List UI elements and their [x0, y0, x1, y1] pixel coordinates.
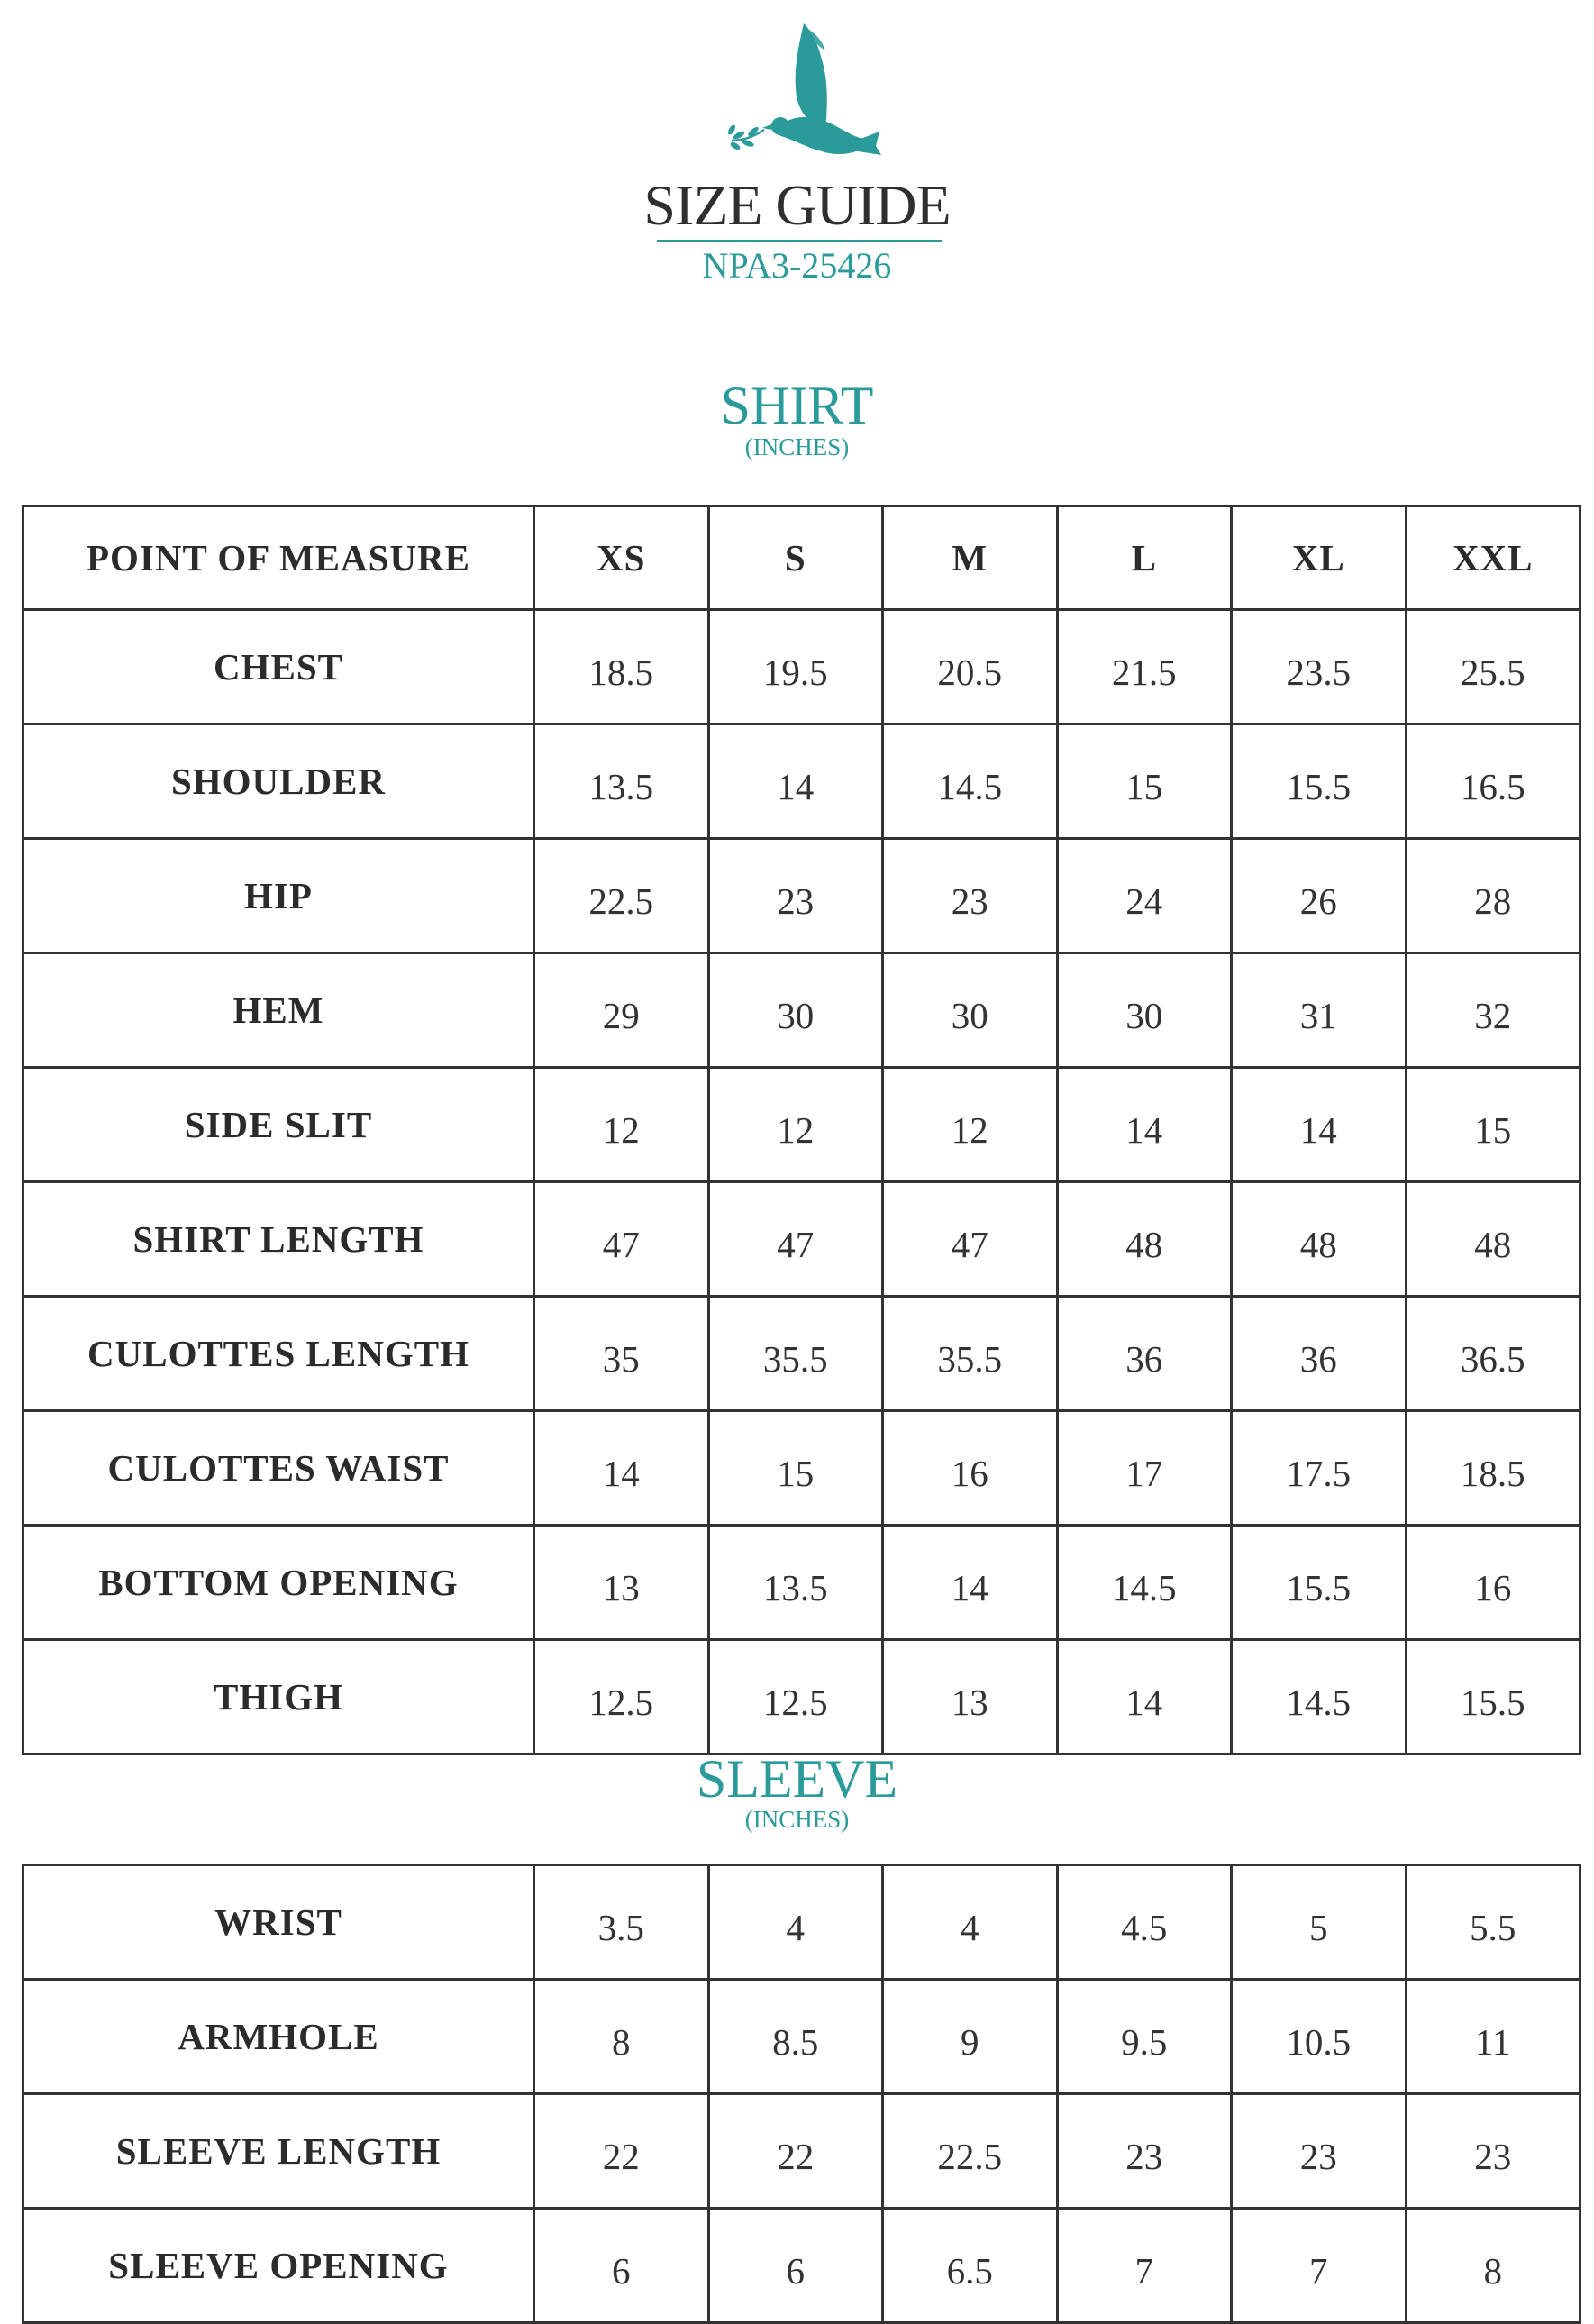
measure-value: 4.5 [1057, 1865, 1232, 1980]
table-row [23, 1068, 1580, 1182]
measure-value: 22 [708, 2094, 883, 2209]
measure-label: ARMHOLE [23, 1980, 534, 2094]
measure-value: 18.5 [534, 610, 709, 725]
sleeve-section-title: SLEEVE [696, 1749, 898, 1809]
measure-value: 31 [1232, 953, 1407, 1068]
measure-label: HEM [23, 953, 534, 1068]
measure-value: 14.5 [1232, 1640, 1407, 1754]
table-row [23, 725, 1580, 839]
measure-value: 47 [534, 1182, 709, 1297]
measure-value: 48 [1057, 1182, 1232, 1297]
measure-value: 23.5 [1232, 610, 1407, 725]
measure-value: 6.5 [883, 2209, 1058, 2323]
measure-label: CULOTTES WAIST [23, 1411, 534, 1526]
column-header: S [708, 506, 883, 610]
measure-value: 23 [883, 839, 1058, 953]
measure-value: 3.5 [534, 1865, 709, 1980]
measure-value: 16 [883, 1411, 1058, 1526]
dove-with-olive-branch-icon [721, 20, 883, 182]
measure-value: 14 [534, 1411, 709, 1526]
measure-value: 36 [1232, 1297, 1407, 1411]
measure-label: HIP [23, 839, 534, 953]
measure-value: 22 [534, 2094, 709, 2209]
measure-label: SLEEVE LENGTH [23, 2094, 534, 2209]
measure-value: 18.5 [1406, 1411, 1580, 1526]
measure-value: 12 [708, 1068, 883, 1182]
measure-label: SIDE SLIT [23, 1068, 534, 1182]
measure-value: 9 [883, 1980, 1058, 2094]
table-row [23, 2209, 1580, 2323]
measure-value: 13.5 [708, 1526, 883, 1640]
sleeve-size-table [22, 1864, 1581, 2324]
measure-value: 9.5 [1057, 1980, 1232, 2094]
table-row [23, 610, 1580, 725]
measure-value: 15 [708, 1411, 883, 1526]
table-row [23, 1297, 1580, 1411]
measure-value: 21.5 [1057, 610, 1232, 725]
table-row [23, 2094, 1580, 2209]
measure-label: CULOTTES LENGTH [23, 1297, 534, 1411]
table-row [23, 1640, 1580, 1754]
measure-value: 47 [708, 1182, 883, 1297]
measure-value: 22.5 [534, 839, 709, 953]
table-row [23, 953, 1580, 1068]
measure-value: 35.5 [883, 1297, 1058, 1411]
measure-value: 14 [1232, 1068, 1407, 1182]
measure-value: 35.5 [708, 1297, 883, 1411]
table-header-row [23, 506, 1580, 610]
measure-value: 6 [534, 2209, 709, 2323]
measure-value: 7 [1057, 2209, 1232, 2323]
measure-value: 25.5 [1406, 610, 1580, 725]
measure-value: 26 [1232, 839, 1407, 953]
column-header: XXL [1406, 506, 1580, 610]
measure-value: 20.5 [883, 610, 1058, 725]
product-code: NPA3-25426 [702, 245, 892, 286]
measure-value: 12 [534, 1068, 709, 1182]
page-title: SIZE GUIDE [643, 173, 951, 237]
measure-value: 15.5 [1232, 725, 1407, 839]
measure-value: 48 [1232, 1182, 1407, 1297]
sleeve-section-unit: (INCHES) [744, 1806, 850, 1833]
measure-value: 24 [1057, 839, 1232, 953]
measure-value: 8 [534, 1980, 709, 2094]
measure-value: 30 [708, 953, 883, 1068]
measure-value: 30 [883, 953, 1058, 1068]
table-row [23, 839, 1580, 953]
measure-value: 11 [1406, 1980, 1580, 2094]
measure-label: SLEEVE OPENING [23, 2209, 534, 2323]
measure-value: 23 [1406, 2094, 1580, 2209]
measure-value: 36.5 [1406, 1297, 1580, 1411]
measure-label: SHOULDER [23, 725, 534, 839]
measure-label: SHIRT LENGTH [23, 1182, 534, 1297]
measure-value: 14.5 [1057, 1526, 1232, 1640]
measure-value: 14 [708, 725, 883, 839]
measure-value: 8.5 [708, 1980, 883, 2094]
measure-value: 23 [1057, 2094, 1232, 2209]
measure-label: THIGH [23, 1640, 534, 1754]
measure-value: 13 [883, 1640, 1058, 1754]
measure-value: 5.5 [1406, 1865, 1580, 1980]
measure-value: 15.5 [1232, 1526, 1407, 1640]
measure-value: 12.5 [534, 1640, 709, 1754]
shirt-section-title: SHIRT [720, 376, 874, 435]
measure-value: 13.5 [534, 725, 709, 839]
column-header: XS [534, 506, 709, 610]
table-row [23, 1865, 1580, 1980]
column-header: L [1057, 506, 1232, 610]
shirt-size-table [22, 505, 1581, 1755]
measure-value: 23 [708, 839, 883, 953]
measure-value: 7 [1232, 2209, 1407, 2323]
title-underline [657, 240, 942, 242]
measure-value: 15 [1406, 1068, 1580, 1182]
measure-value: 28 [1406, 839, 1580, 953]
measure-value: 4 [883, 1865, 1058, 1980]
measure-value: 36 [1057, 1297, 1232, 1411]
measure-value: 15 [1057, 725, 1232, 839]
shirt-section-unit: (INCHES) [744, 433, 850, 460]
measure-value: 12 [883, 1068, 1058, 1182]
measure-label: CHEST [23, 610, 534, 725]
measure-value: 48 [1406, 1182, 1580, 1297]
measure-value: 32 [1406, 953, 1580, 1068]
column-header: M [883, 506, 1058, 610]
measure-value: 14 [1057, 1068, 1232, 1182]
measure-value: 4 [708, 1865, 883, 1980]
table-row [23, 1182, 1580, 1297]
measure-value: 17 [1057, 1411, 1232, 1526]
table-row [23, 1526, 1580, 1640]
measure-value: 13 [534, 1526, 709, 1640]
measure-value: 16 [1406, 1526, 1580, 1640]
measure-value: 17.5 [1232, 1411, 1407, 1526]
measure-value: 35 [534, 1297, 709, 1411]
table-row [23, 1411, 1580, 1526]
measure-value: 5 [1232, 1865, 1407, 1980]
measure-value: 14 [1057, 1640, 1232, 1754]
measure-label: BOTTOM OPENING [23, 1526, 534, 1640]
measure-value: 14.5 [883, 725, 1058, 839]
measure-value: 15.5 [1406, 1640, 1580, 1754]
measure-value: 12.5 [708, 1640, 883, 1754]
measure-value: 23 [1232, 2094, 1407, 2209]
measure-value: 30 [1057, 953, 1232, 1068]
measure-label: WRIST [23, 1865, 534, 1980]
column-header: XL [1232, 506, 1407, 610]
measure-value: 16.5 [1406, 725, 1580, 839]
measure-value: 10.5 [1232, 1980, 1407, 2094]
table-row [23, 1980, 1580, 2094]
column-header: POINT OF MEASURE [23, 506, 534, 610]
measure-value: 19.5 [708, 610, 883, 725]
measure-value: 29 [534, 953, 709, 1068]
measure-value: 6 [708, 2209, 883, 2323]
measure-value: 47 [883, 1182, 1058, 1297]
measure-value: 22.5 [883, 2094, 1058, 2209]
measure-value: 8 [1406, 2209, 1580, 2323]
measure-value: 14 [883, 1526, 1058, 1640]
